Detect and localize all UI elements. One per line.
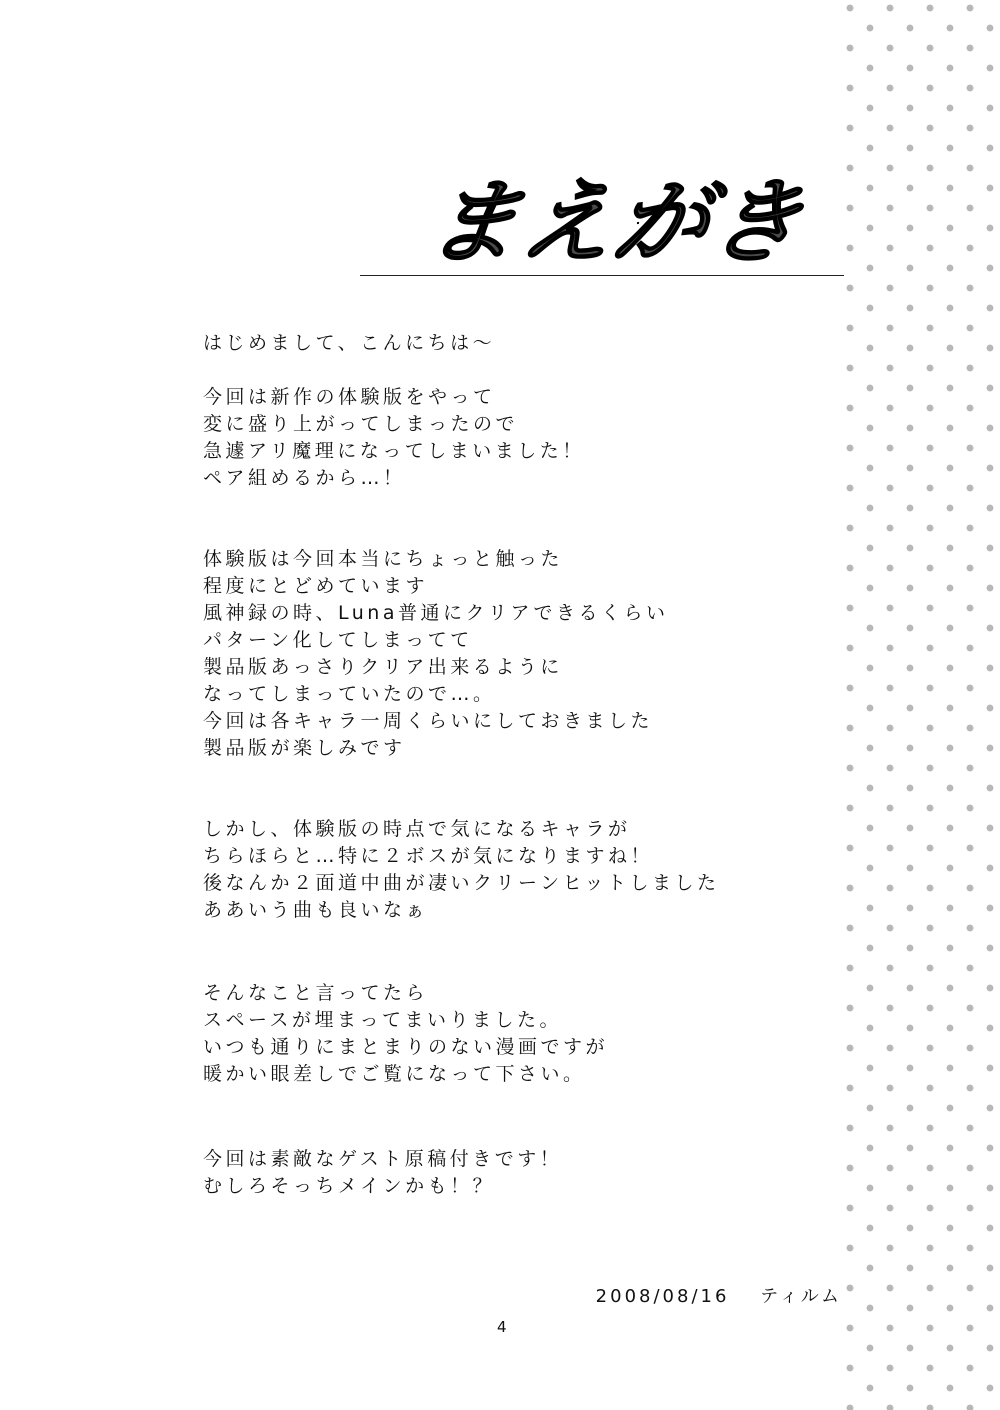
preface-body [203,330,823,1200]
text-line: スペースが埋まってまいりました。 [203,1009,563,1031]
text-line: 製品版あっさりクリア出来るように [203,656,563,678]
title-underline [360,275,844,276]
paragraph-manga [203,980,823,1088]
text-line: 程度にとどめています [203,575,429,597]
text-line: 暖かい眼差しでご覧になって下さい。 [203,1063,586,1085]
signature-author: ティルム [760,1286,842,1307]
signature-date: 2008/08/16 [595,1286,730,1307]
text-line: しかし、体験版の時点で気になるキャラが [203,818,631,840]
text-line: 体験版は今回本当にちょっと触った [203,548,564,570]
text-line: むしろそっちメインかも！？ [203,1175,496,1197]
text-line: なってしまっていたので…。 [203,683,496,705]
page-title: まえがき [418,168,857,278]
paragraph-trial-version [203,546,823,762]
text-line: 今回は各キャラ一周くらいにしておきました [203,710,654,732]
text-line: はじめまして、こんにちは～ [203,332,496,354]
text-line: 製品版が楽しみです [203,737,406,759]
text-line: 今回は素敵なゲスト原稿付きです！ [203,1148,563,1170]
text-line: 後なんか２面道中曲が凄いクリーンヒットしました [203,872,720,894]
text-line: 今回は新作の体験版をやって [203,386,496,408]
text-line: ああいう曲も良いなぁ [203,899,429,921]
dot-pattern-border [842,0,1000,1410]
text-line: いつも通りにまとまりのない漫画ですが [203,1036,609,1058]
text-line: そんなこと言ってたら [203,982,429,1004]
paragraph-characters [203,816,823,924]
text-line: 風神録の時、Luna普通にクリアできるくらい [203,602,669,624]
text-line: 変に盛り上がってしまったので [203,413,519,435]
signature [596,1282,842,1308]
paragraph-intro [203,384,823,492]
paragraph-guest [203,1146,823,1200]
page-number: 4 [497,1318,507,1336]
text-line: パターン化してしまってて [203,629,473,651]
text-line: ちらほらと…特に２ボスが気になりますね！ [203,845,654,867]
text-line: 急遽アリ魔理になってしまいました！ [203,440,585,462]
paragraph-greeting [203,330,823,357]
text-line: ペア組めるから…！ [203,467,406,489]
